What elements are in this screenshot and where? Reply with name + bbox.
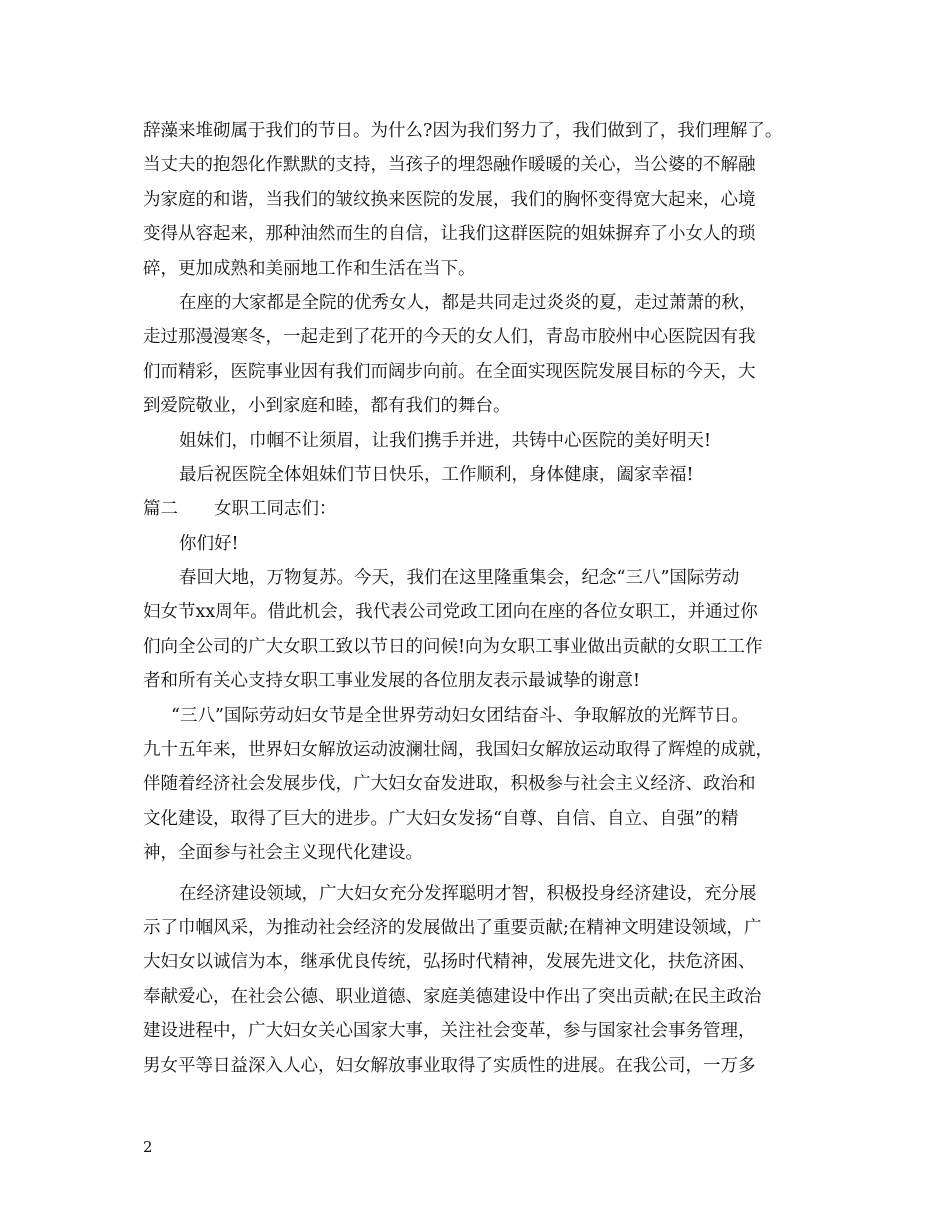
text-line: 辞藻来堆砌属于我们的节日。为什么?因为我们努力了，我们做到了，我们理解了。	[143, 121, 783, 141]
text-line: 神，全面参与社会主义现代化建设。	[143, 843, 423, 864]
text-line: 们而精彩，医院事业因有我们而阔步向前。在全面实现医院发展目标的今天，大	[143, 361, 756, 382]
salutation: 女职工同志们：	[214, 499, 337, 520]
paragraph-first-line: “三八”国际劳动妇女节是全世界劳动妇女团结奋斗、争取解放的光辉节日。	[171, 705, 749, 726]
text-line: 伴随着经济社会发展步伐，广大妇女奋发进取，积极参与社会主义经济、政治和	[143, 774, 756, 795]
text-line: 为家庭的和谐，当我们的皱纹换来医院的发展，我们的胸怀变得宽大起来，心境	[143, 189, 756, 210]
text-line: 男女平等日益深入人心，妇女解放事业取得了实质性的进展。在我公司，一万多	[143, 1055, 756, 1076]
text-line: 示了巾帼风采，为推动社会经济的发展做出了重要贡献;在精神文明建设领域，广	[143, 917, 762, 938]
text-line: 妇女节xx周年。借此机会，我代表公司党政工团向在座的各位女职工，并通过你	[143, 602, 758, 623]
paragraph-first-line: 在座的大家都是全院的优秀女人，都是共同走过炎炎的夏，走过萧萧的秋，	[179, 292, 757, 313]
text-line: 大妇女以诚信为本，继承优良传统，弘扬时代精神，发展先进文化，扶危济困、	[143, 952, 756, 973]
page-number: 2	[143, 1138, 153, 1156]
section-label: 篇二	[143, 499, 178, 520]
paragraph-first-line: 最后祝医院全体姐妹们节日快乐，工作顺利，身体健康，阖家幸福!	[179, 464, 694, 485]
text-line: 碎，更加成熟和美丽地工作和生活在当下。	[143, 258, 476, 279]
section-heading-line	[143, 492, 823, 526]
document-body	[143, 114, 823, 1083]
text-line: 们向全公司的广大女职工致以节日的问候!向为女职工事业做出贡献的女职工工作	[143, 636, 763, 657]
paragraph-first-line: 你们好!	[179, 533, 239, 554]
paragraph-first-line: 姐妹们，巾帼不让须眉，让我们携手并进，共铸中心医院的美好明天!	[179, 430, 712, 451]
text-line: 当丈夫的抱怨化作默默的支持，当孩子的埋怨融作暖暖的关心，当公婆的不解融	[143, 155, 756, 176]
text-line: 文化建设，取得了巨大的进步。广大妇女发扬“自尊、自信、自立、自强”的精	[143, 808, 739, 829]
text-line: 奉献爱心，在社会公德、职业道德、家庭美德建设中作出了突出贡献;在民主政治	[143, 986, 762, 1007]
paragraph-first-line: 春回大地，万物复苏。今天，我们在这里隆重集会，纪念“三八”国际劳动	[179, 568, 740, 589]
text-line: 走过那漫漫寒冬，一起走到了花开的今天的女人们，青岛市胶州中心医院因有我	[143, 327, 756, 348]
text-line: 建设进程中，广大妇女关心国家大事，关注社会变革，参与国家社会事务管理，	[143, 1021, 756, 1042]
text-line: 九十五年来，世界妇女解放运动波澜壮阔，我国妇女解放运动取得了辉煌的成就，	[143, 740, 773, 761]
text-line: 者和所有关心支持女职工事业发展的各位朋友表示最诚挚的谢意!	[143, 671, 641, 692]
text-line: 到爱院敬业，小到家庭和睦，都有我们的舞台。	[143, 396, 511, 417]
text-line: 变得从容起来，那种油然而生的自信，让我们这群医院的姐妹摒弃了小女人的琐	[143, 224, 756, 245]
paragraph-first-line: 在经济建设领域，广大妇女充分发挥聪明才智，积极投身经济建设，充分展	[179, 883, 757, 904]
